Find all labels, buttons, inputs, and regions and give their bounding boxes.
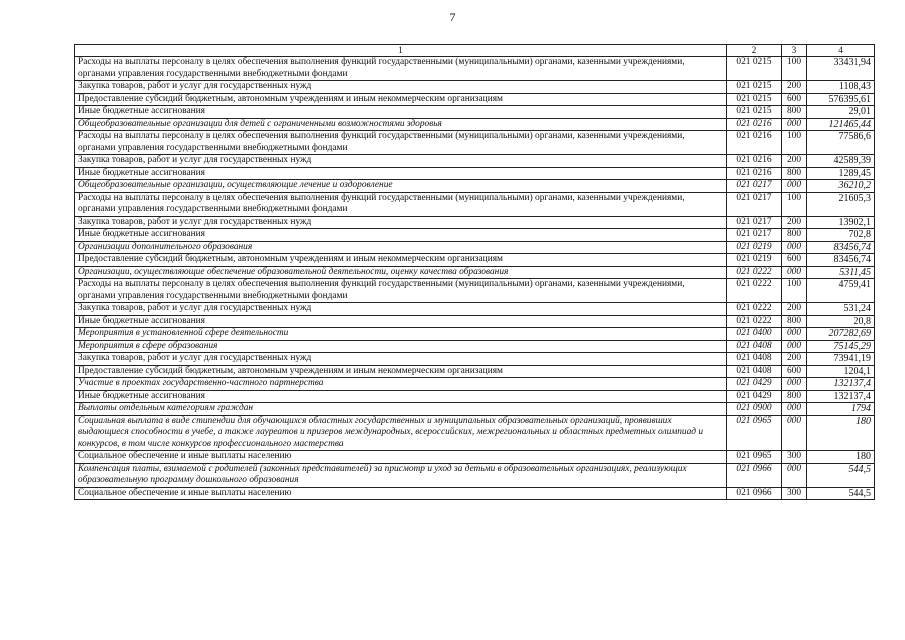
row-kvr: 200	[782, 303, 807, 316]
budget-table-body	[75, 45, 875, 500]
row-amount: 531,24	[807, 303, 875, 316]
row-name: Предоставление субсидий бюджетным, автономным учреждениям и иным некоммерческим организациям	[75, 93, 727, 106]
row-code: 021 0216	[727, 118, 782, 131]
row-amount: 1794	[807, 403, 875, 416]
row-kvr: 000	[782, 403, 807, 416]
row-code: 021 0429	[727, 390, 782, 403]
row-kvr: 800	[782, 167, 807, 180]
row-code: 021 0966	[727, 487, 782, 500]
row-kvr: 800	[782, 390, 807, 403]
row-name: Предоставление субсидий бюджетным, автономным учреждениям и иным некоммерческим организациям	[75, 365, 727, 378]
row-amount: 33431,94	[807, 57, 875, 81]
table-header-row	[75, 45, 875, 57]
row-kvr: 000	[782, 118, 807, 131]
budget-table	[74, 44, 875, 500]
row-kvr: 800	[782, 315, 807, 328]
row-name: Закупка товаров, работ и услуг для государственных нужд	[75, 303, 727, 316]
row-name: Иные бюджетные ассигнования	[75, 106, 727, 119]
row-kvr: 100	[782, 131, 807, 155]
row-amount: 1289,45	[807, 167, 875, 180]
row-amount: 42589,39	[807, 155, 875, 168]
row-name: Иные бюджетные ассигнования	[75, 229, 727, 242]
row-name: Расходы на выплаты персоналу в целях обеспечения выполнения функций государственными (муниципальными) органами, казенными учреждениями, органами управления государственными внебюджетными фондами	[75, 131, 727, 155]
table-row	[75, 106, 875, 119]
row-kvr: 000	[782, 180, 807, 193]
table-row	[75, 390, 875, 403]
table-row	[75, 192, 875, 216]
table-row	[75, 487, 875, 500]
row-code: 021 0222	[727, 303, 782, 316]
row-name: Социальное обеспечение и иные выплаты населению	[75, 487, 727, 500]
row-kvr: 100	[782, 192, 807, 216]
row-amount: 1204,1	[807, 365, 875, 378]
row-code: 021 0216	[727, 131, 782, 155]
row-name: Расходы на выплаты персоналу в целях обеспечения выполнения функций государственными (муниципальными) органами, казенными учреждениями, органами управления государственными внебюджетными фондами	[75, 57, 727, 81]
table-row	[75, 266, 875, 279]
header-col-3: 3	[782, 45, 807, 57]
row-code: 021 0965	[727, 451, 782, 464]
row-code: 021 0219	[727, 241, 782, 254]
row-kvr: 100	[782, 279, 807, 303]
row-code: 021 0408	[727, 365, 782, 378]
row-code: 021 0219	[727, 254, 782, 267]
row-amount: 702,8	[807, 229, 875, 242]
row-code: 021 0216	[727, 155, 782, 168]
row-kvr: 100	[782, 57, 807, 81]
row-kvr: 000	[782, 328, 807, 341]
row-kvr: 200	[782, 155, 807, 168]
row-amount: 576395,61	[807, 93, 875, 106]
row-name: Иные бюджетные ассигнования	[75, 315, 727, 328]
table-row	[75, 303, 875, 316]
row-kvr: 000	[782, 378, 807, 391]
row-kvr: 000	[782, 241, 807, 254]
row-name: Выплаты отдельным категориям граждан	[75, 403, 727, 416]
table-row	[75, 403, 875, 416]
table-row	[75, 57, 875, 81]
table-row	[75, 365, 875, 378]
table-row	[75, 180, 875, 193]
row-amount: 21605,3	[807, 192, 875, 216]
table-row	[75, 315, 875, 328]
row-amount: 29,01	[807, 106, 875, 119]
table-row	[75, 131, 875, 155]
row-name: Закупка товаров, работ и услуг для государственных нужд	[75, 216, 727, 229]
row-name: Расходы на выплаты персоналу в целях обеспечения выполнения функций государственными (муниципальными) органами, казенными учреждениями, органами управления государственными внебюджетными фондами	[75, 279, 727, 303]
table-row	[75, 353, 875, 366]
row-name: Расходы на выплаты персоналу в целях обеспечения выполнения функций государственными (муниципальными) органами, казенными учреждениями, органами управления государственными внебюджетными фондами	[75, 192, 727, 216]
row-kvr: 600	[782, 93, 807, 106]
row-kvr: 300	[782, 451, 807, 464]
row-name: Общеобразовательные организации для детей с ограниченными возможностями здоровья	[75, 118, 727, 131]
row-kvr: 600	[782, 365, 807, 378]
row-amount: 1108,43	[807, 81, 875, 94]
row-amount: 180	[807, 451, 875, 464]
table-row	[75, 254, 875, 267]
row-code: 021 0408	[727, 340, 782, 353]
row-kvr: 000	[782, 340, 807, 353]
table-row	[75, 93, 875, 106]
row-name: Мероприятия в установленной сфере деятельности	[75, 328, 727, 341]
row-name: Компенсация платы, взимаемой с родителей (законных представителей) за присмотр и уход за детьми в образовательных организациях, реализующих образовательную программу дошкольного образования	[75, 463, 727, 487]
row-amount: 132137,4	[807, 390, 875, 403]
row-code: 021 0222	[727, 266, 782, 279]
table-row	[75, 229, 875, 242]
row-amount: 4759,41	[807, 279, 875, 303]
row-name: Закупка товаров, работ и услуг для государственных нужд	[75, 155, 727, 168]
row-name: Закупка товаров, работ и услуг для государственных нужд	[75, 353, 727, 366]
row-amount: 180	[807, 415, 875, 451]
row-amount: 544,5	[807, 463, 875, 487]
row-name: Предоставление субсидий бюджетным, автономным учреждениям и иным некоммерческим организациям	[75, 254, 727, 267]
row-name: Социальное обеспечение и иные выплаты населению	[75, 451, 727, 464]
header-col-1: 1	[75, 45, 727, 57]
row-code: 021 0216	[727, 167, 782, 180]
row-name: Иные бюджетные ассигнования	[75, 390, 727, 403]
row-amount: 83456,74	[807, 241, 875, 254]
row-name: Организации дополнительного образования	[75, 241, 727, 254]
row-kvr: 000	[782, 266, 807, 279]
row-code: 021 0217	[727, 216, 782, 229]
row-name: Иные бюджетные ассигнования	[75, 167, 727, 180]
row-kvr: 300	[782, 487, 807, 500]
row-code: 021 0217	[727, 180, 782, 193]
row-kvr: 200	[782, 353, 807, 366]
table-row	[75, 155, 875, 168]
table-row	[75, 167, 875, 180]
row-kvr: 800	[782, 229, 807, 242]
row-name: Общеобразовательные организации, осуществляющие лечение и оздоровление	[75, 180, 727, 193]
row-code: 021 0222	[727, 279, 782, 303]
row-kvr: 200	[782, 81, 807, 94]
row-amount: 36210,2	[807, 180, 875, 193]
table-row	[75, 216, 875, 229]
table-row	[75, 81, 875, 94]
row-code: 021 0215	[727, 57, 782, 81]
row-amount: 73941,19	[807, 353, 875, 366]
row-code: 021 0965	[727, 415, 782, 451]
header-col-4: 4	[807, 45, 875, 57]
row-amount: 544,5	[807, 487, 875, 500]
row-code: 021 0408	[727, 353, 782, 366]
header-col-2: 2	[727, 45, 782, 57]
row-amount: 207282,69	[807, 328, 875, 341]
row-code: 021 0215	[727, 106, 782, 119]
row-name: Социальная выплата в виде стипендии для обучающихся областных государственных и муниципальных образовательных организаций, проявивших выдающиеся способности в учебе, а также лауреатов и призеров международных, всероссийских, межрегиональных и областных предметных олимпиад и конкурсов, в том числе конкурсов профессионального мастерства	[75, 415, 727, 451]
table-row	[75, 340, 875, 353]
table-row	[75, 415, 875, 451]
table-row	[75, 279, 875, 303]
row-amount: 20,8	[807, 315, 875, 328]
row-amount: 83456,74	[807, 254, 875, 267]
row-amount: 5311,45	[807, 266, 875, 279]
table-row	[75, 328, 875, 341]
row-code: 021 0429	[727, 378, 782, 391]
row-name: Участие в проектах государственно-частного партнерства	[75, 378, 727, 391]
row-kvr: 000	[782, 415, 807, 451]
row-code: 021 0900	[727, 403, 782, 416]
row-code: 021 0400	[727, 328, 782, 341]
row-amount: 75145,29	[807, 340, 875, 353]
table-row	[75, 241, 875, 254]
row-name: Организации, осуществляющие обеспечение образовательной деятельности, оценку качества образования	[75, 266, 727, 279]
row-kvr: 800	[782, 106, 807, 119]
row-code: 021 0217	[727, 229, 782, 242]
table-row	[75, 451, 875, 464]
row-code: 021 0222	[727, 315, 782, 328]
row-code: 021 0217	[727, 192, 782, 216]
row-code: 021 0215	[727, 93, 782, 106]
row-amount: 77586,6	[807, 131, 875, 155]
row-amount: 132137,4	[807, 378, 875, 391]
row-kvr: 000	[782, 463, 807, 487]
row-kvr: 200	[782, 216, 807, 229]
row-amount: 13902,1	[807, 216, 875, 229]
page-number: 7	[449, 10, 456, 24]
row-name: Мероприятия в сфере образования	[75, 340, 727, 353]
row-name: Закупка товаров, работ и услуг для государственных нужд	[75, 81, 727, 94]
row-kvr: 600	[782, 254, 807, 267]
row-code: 021 0966	[727, 463, 782, 487]
table-row	[75, 378, 875, 391]
row-code: 021 0215	[727, 81, 782, 94]
row-amount: 121465,44	[807, 118, 875, 131]
table-row	[75, 463, 875, 487]
table-row	[75, 118, 875, 131]
